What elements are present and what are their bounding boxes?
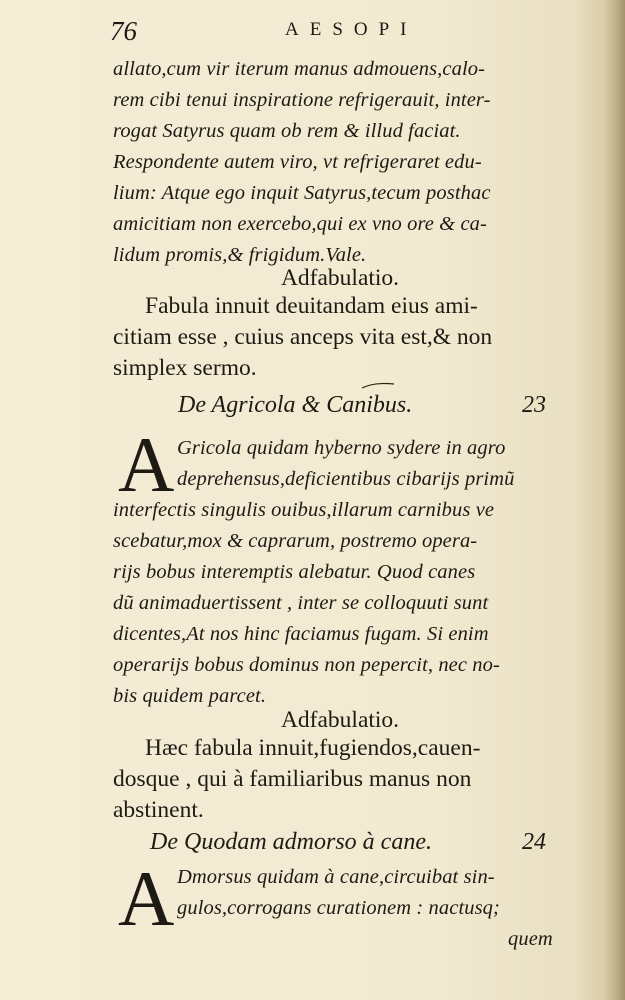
- text-line: bis quidem parcet.: [113, 685, 267, 707]
- text-line: rem cibi tenui inspiratione refrigerauit, inter-: [113, 89, 491, 111]
- text-line: Gricola quidam hyberno sydere in agro: [177, 437, 506, 459]
- text-line: dũ animaduertissent , inter se colloquuti sunt: [113, 592, 489, 614]
- fable-title: De Quodam admorso à cane.: [150, 829, 432, 855]
- moral-line: citiam esse , cuius anceps vita est,& non: [113, 324, 493, 350]
- page-gutter-shadow: [603, 0, 625, 1000]
- text-line: Respondente autem viro, vt refrigeraret edu-: [113, 151, 482, 173]
- running-title: AESOPI: [285, 19, 418, 40]
- text-line: amicitiam non exercebo,qui ex vno ore & ca-: [113, 213, 487, 235]
- text-line: gulos,corrogans curationem : nactusq;: [177, 897, 500, 919]
- fable-number: 23: [522, 392, 546, 418]
- text-line: rijs bobus interemptis alebatur. Quod canes: [113, 561, 476, 583]
- text-line: allato,cum vir iterum manus admouens,calo-: [113, 58, 486, 80]
- text-line: operarijs bobus dominus non pepercit, nec no-: [113, 654, 500, 676]
- text-line: lidum promis,& frigidum.Vale.: [113, 244, 367, 266]
- text-line: dicentes,At nos hinc faciamus fugam. Si enim: [113, 623, 489, 645]
- moral-line: Fabula innuit deuitandam eius ami-: [145, 293, 478, 319]
- page-number: 76: [110, 16, 137, 46]
- moral-line: Hæc fabula innuit,fugiendos,cauen-: [145, 735, 481, 761]
- fable-number: 24: [522, 829, 546, 855]
- drop-cap: A: [118, 855, 175, 942]
- moral-line: dosque , qui à familiaribus manus non: [113, 766, 472, 792]
- fable-title: De Agricola & Canibus.: [178, 392, 413, 418]
- text-line: interfectis singulis ouibus,illarum carnibus ve: [113, 499, 495, 521]
- adfabulatio-heading: Adfabulatio.: [280, 707, 400, 733]
- running-header: [110, 16, 560, 50]
- ornament-flourish: [360, 380, 396, 390]
- moral-line: simplex sermo.: [113, 355, 257, 381]
- drop-cap: A: [118, 421, 175, 508]
- text-line: deprehensus,deficientibus cibarijs primũ: [177, 468, 515, 490]
- adfabulatio-heading: Adfabulatio.: [280, 265, 400, 291]
- catchword: quem: [508, 928, 553, 950]
- text-line: scebatur,mox & caprarum, postremo opera-: [113, 530, 478, 552]
- moral-line: abstinent.: [113, 797, 204, 823]
- text-line: Dmorsus quidam à cane,circuibat sin-: [177, 866, 495, 888]
- text-line: lium: Atque ego inquit Satyrus,tecum posthac: [113, 182, 491, 204]
- text-line: rogat Satyrus quam ob rem & illud faciat.: [113, 120, 461, 142]
